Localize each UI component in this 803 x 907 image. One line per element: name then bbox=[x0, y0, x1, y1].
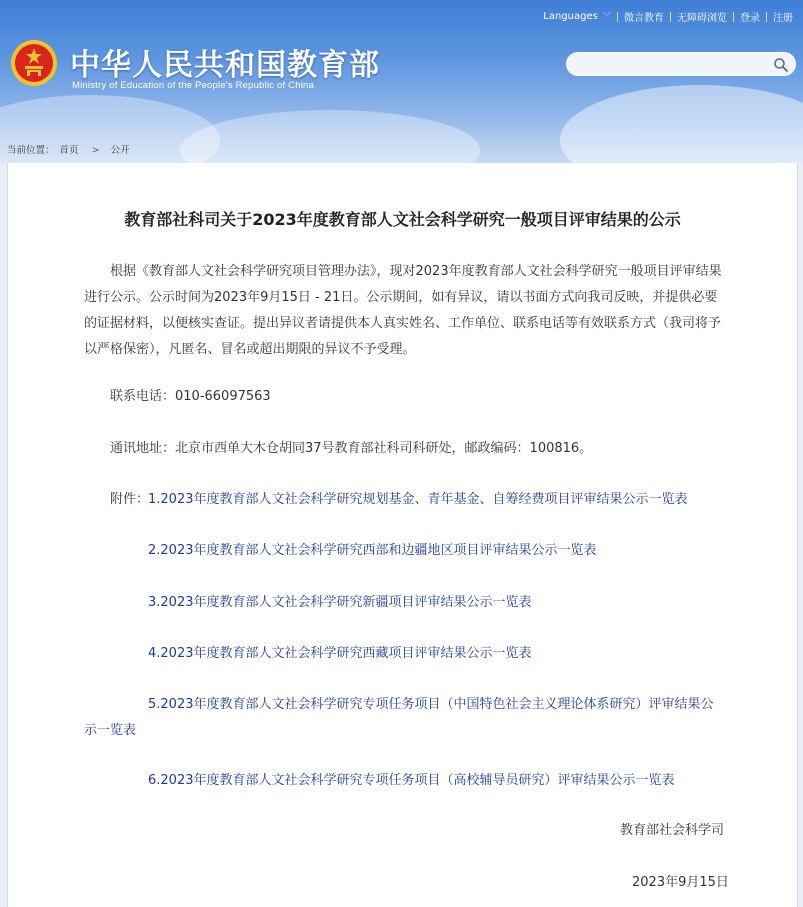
languages-menu[interactable] bbox=[537, 11, 617, 22]
article-container bbox=[7, 163, 798, 907]
search-icon[interactable] bbox=[773, 57, 789, 73]
header-cloud bbox=[180, 110, 480, 163]
header-cloud bbox=[560, 85, 803, 163]
chevron-right-icon: > bbox=[91, 145, 100, 156]
weiyan-jiaoyu-link[interactable]: 微言教育 bbox=[624, 13, 664, 24]
contact-phone: 联系电话：010-66097563 bbox=[110, 389, 271, 404]
breadcrumb bbox=[7, 142, 132, 156]
register-link[interactable]: 注册 bbox=[773, 13, 793, 24]
breadcrumb-home[interactable]: 首页 bbox=[59, 145, 79, 156]
breadcrumb-label: 当前位置： bbox=[7, 145, 55, 156]
breadcrumb-public[interactable]: 公开 bbox=[110, 145, 130, 156]
signature: 教育部社会科学司 bbox=[620, 823, 725, 838]
chevron-down-icon: ﹀ bbox=[603, 12, 611, 21]
attachment-link-1[interactable]: 1.2023年度教育部人文社会科学研究规划基金、青年基金、自筹经费项目评审结果公示一览表 bbox=[148, 492, 688, 507]
national-emblem-icon bbox=[10, 39, 58, 87]
contact-address: 通讯地址：北京市西单大木仓胡同37号教育部社科司科研处，邮政编码：100816。 bbox=[110, 441, 593, 456]
article-title: 教育部社科司关于2023年度教育部人文社会科学研究一般项目评审结果的公示 bbox=[124, 210, 681, 229]
publish-date: 2023年9月15日 bbox=[632, 875, 729, 890]
site-header bbox=[0, 0, 803, 163]
search-box bbox=[566, 52, 796, 76]
site-subtitle: Ministry of Education of the People's Republic of China bbox=[72, 80, 314, 91]
search-input[interactable] bbox=[577, 56, 771, 74]
site-title: 中华人民共和国教育部 bbox=[70, 48, 380, 83]
article-body: 根据《教育部人文社会科学研究项目管理办法》，现对2023年度教育部人文社会科学研究一般项目评审结果进行公示。公示时间为2023年9月15日 - 21日。公示期间，如有异议，请以书面方式向我司反映，并提供必要的证据材料，以便核实查证。提出异议者请提供本人真实姓名、工作单位、联系电话等有效联系方式（我司将予以严格保密），凡匿名、冒名或超出期限的异议不予受理。 bbox=[84, 264, 722, 357]
languages-label: Languages bbox=[543, 11, 598, 22]
attachment-link-4[interactable]: 4.2023年度教育部人文社会科学研究西藏项目评审结果公示一览表 bbox=[148, 646, 532, 661]
attachment-link-2[interactable]: 2.2023年度教育部人文社会科学研究西部和边疆地区项目评审结果公示一览表 bbox=[148, 543, 597, 558]
attachment-link-6[interactable]: 6.2023年度教育部人文社会科学研究专项任务项目（高校辅导员研究）评审结果公示一览表 bbox=[148, 773, 675, 788]
login-link[interactable]: 登录 bbox=[740, 13, 760, 24]
top-nav bbox=[537, 9, 799, 24]
attachment-link-3[interactable]: 3.2023年度教育部人文社会科学研究新疆项目评审结果公示一览表 bbox=[148, 595, 532, 610]
accessibility-link[interactable]: 无障碍浏览 bbox=[677, 13, 727, 24]
attachment-label: 附件： bbox=[110, 492, 150, 507]
attachment-link-5[interactable]: 5.2023年度教育部人文社会科学研究专项任务项目（中国特色社会主义理论体系研究）评审结果公示一览表 bbox=[84, 697, 714, 738]
